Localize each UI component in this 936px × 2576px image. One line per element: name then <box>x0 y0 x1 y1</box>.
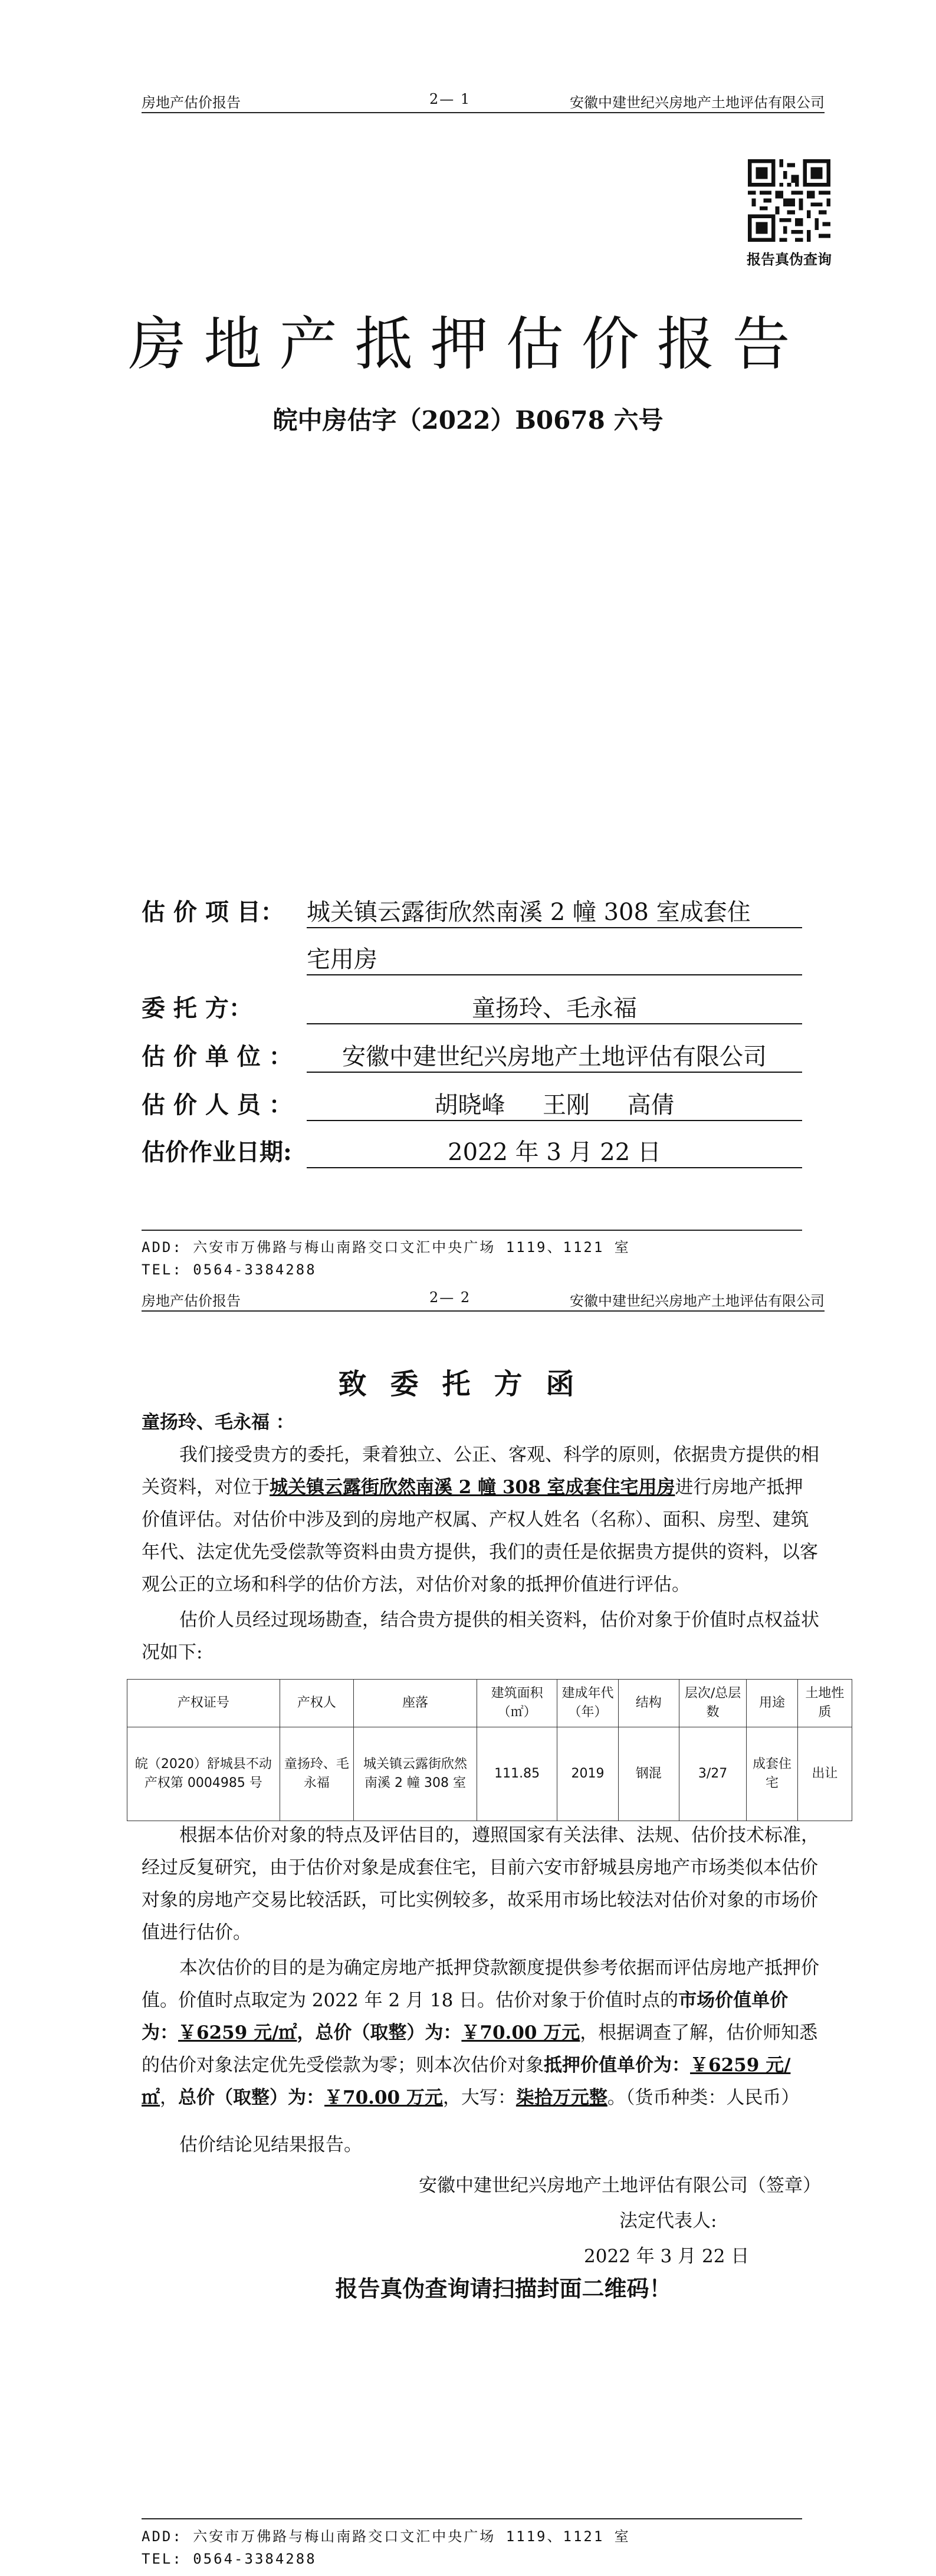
table-cell-year: 2019 <box>557 1727 618 1821</box>
letter-date: 2022 年 3 月 22 日 <box>584 2246 750 2267</box>
property-address: 城关镇云露街欣然南溪 2 幢 308 室成套住宅用房 <box>270 1477 675 1498</box>
header-page-number: 2— 2 <box>429 1289 471 1306</box>
field-label-date: 估价作业日期: <box>142 1138 292 1166</box>
field-label-appraisers: 估 价 人 员 ： <box>142 1091 293 1119</box>
amount-in-words: 柒拾万元整 <box>515 2087 607 2108</box>
field-label-project: 估 价 项 目： <box>142 898 284 926</box>
mortgage-unit-price: ￥6259 元/㎡ <box>142 2055 791 2108</box>
table-header-row <box>127 1680 852 1727</box>
table-header: 座落 <box>354 1680 477 1727</box>
header-left: 房地产估价报告 <box>142 1293 241 1309</box>
field-value-date: 2022 年 3 月 22 日 <box>307 1133 802 1168</box>
qr-label: 报告真伪查询 <box>747 251 832 268</box>
table-header: 建筑面积（㎡） <box>477 1680 557 1727</box>
footer-divider <box>142 1230 802 1231</box>
field-value-project: 城关镇云露街欣然南溪 2 幢 308 室成套住 <box>307 893 802 928</box>
cover-page <box>0 0 936 1286</box>
table-cell-use: 成套住宅 <box>747 1727 798 1821</box>
table-header: 土地性质 <box>797 1680 852 1727</box>
header-company: 安徽中建世纪兴房地产土地评估有限公司 <box>570 94 825 111</box>
table-header: 产权证号 <box>127 1680 280 1727</box>
para1-text-c: 进行房地产抵押价值评估。对估价中涉及到的房地产权属、产权人姓名（名称）、面积、房型、建筑年代、法定优先受偿款等资料由贵方提供，我们的责任是依据贵方提供的资料，以客观公正的立场和科学的估价方法，对估价对象的抵押价值进行评估。 <box>142 1477 818 1595</box>
field-value-appraisers: 胡晓峰 王刚 高倩 <box>307 1086 802 1121</box>
header-left: 房地产估价报告 <box>142 94 241 111</box>
field-label-appraiser-org: 估 价 单 位 ： <box>142 1043 293 1070</box>
table-cell-cert: 皖（2020）舒城县不动产权第 0004985 号 <box>127 1727 280 1821</box>
legal-rep: 法定代表人: <box>619 2210 717 2232</box>
market-total-label: ，总价（取整）为： <box>297 2022 462 2043</box>
table-header: 层次/总层数 <box>679 1680 746 1727</box>
property-info-table <box>127 1679 852 1821</box>
footer-address: ADD: 六安市万佛路与梅山南路交口文汇中央广场 1119、1121 室 <box>142 2528 630 2545</box>
letter-title: 致委托方函 <box>338 1368 598 1401</box>
field-value-project-cont: 宅用房 <box>307 941 802 975</box>
para4-text: 本次估价的目的是为确定房地产抵押贷款额度提供参考依据而评估房地产抵押价值。价值时点取定为 2022 年 2 月 18 日。估价对象于价值时点的 <box>142 1957 819 2011</box>
mortgage-total-price: ￥70.00 万元 <box>324 2087 443 2108</box>
table-header: 产权人 <box>280 1680 353 1727</box>
mortgage-total-label: 总价（取整）为： <box>178 2087 324 2108</box>
para4-text: ，根据调查了解，估价师知悉的估价对象法定优先受偿款为零；则本次估价对象 <box>142 2022 818 2076</box>
paragraph-1 <box>142 1439 820 1601</box>
paragraph-2: 估价人员经过现场勘查，结合贵方提供的相关资料，估价对象于价值时点权益状况如下: <box>142 1609 819 1663</box>
field-value-appraiser-org: 安徽中建世纪兴房地产土地评估有限公司 <box>307 1038 802 1073</box>
header-page-number: 2— 1 <box>429 91 471 107</box>
table-cell-floor: 3/27 <box>679 1727 746 1821</box>
verify-notice: 报告真伪查询请扫描封面二维码！ <box>335 2275 672 2302</box>
market-total-price: ￥70.00 万元 <box>461 2022 580 2043</box>
qr-code-icon[interactable] <box>748 159 830 242</box>
footer-tel: TEL: 0564-3384288 <box>142 2551 317 2567</box>
field-label-client: 委 托 方： <box>142 994 252 1022</box>
para1-text-a: 我们接受贵方的委托，秉着独立、公正、客观、科学的原则，依据贵方提供的相关资料，对位于 <box>142 1444 819 1498</box>
company-signature: 安徽中建世纪兴房地产土地评估有限公司（签章） <box>419 2175 821 2196</box>
para4-text: ，大写： <box>442 2087 516 2108</box>
table-cell-land: 出让 <box>797 1727 852 1821</box>
document-number: 皖中房估字（2022）B0678 六号 <box>272 406 664 435</box>
footer-address: ADD: 六安市万佛路与梅山南路交口文汇中央广场 1119、1121 室 <box>142 1239 630 1256</box>
table-header: 用途 <box>747 1680 798 1727</box>
field-value-client: 童扬玲、毛永福 <box>307 990 802 1024</box>
paragraph-4 <box>142 1952 820 2114</box>
table-cell-area: 111.85 <box>477 1727 557 1821</box>
page-header <box>142 88 825 113</box>
mortgage-unit-label: 抵押价值单价为： <box>544 2055 690 2076</box>
page-header <box>142 1287 825 1312</box>
footer-tel: TEL: 0564-3384288 <box>142 1261 317 1278</box>
table-row <box>127 1727 852 1821</box>
para4-text: 。（货币种类：人民币） <box>607 2087 800 2108</box>
table-cell-location: 城关镇云露街欣然南溪 2 幢 308 室 <box>354 1727 477 1821</box>
table-header: 建成年代（年） <box>557 1680 618 1727</box>
table-header: 结构 <box>618 1680 679 1727</box>
table-cell-owner: 童扬玲、毛永福 <box>280 1727 353 1821</box>
paragraph-5: 估价结论见结果报告。 <box>179 2134 362 2156</box>
table-cell-structure: 钢混 <box>618 1727 679 1821</box>
footer-divider <box>142 2518 802 2519</box>
header-company: 安徽中建世纪兴房地产土地评估有限公司 <box>570 1293 825 1309</box>
para4-text: ， <box>160 2087 178 2108</box>
salutation: 童扬玲、毛永福 ： <box>142 1412 294 1433</box>
paragraph-3: 根据本估价对象的特点及评估目的，遵照国家有关法律、法规、估价技术标准，经过反复研究，由于估价对象是成套住宅，目前六安市舒城县房地产市场类似本估价对象的房地产交易比较活跃，可比实例较多，故采用市场比较法对估价对象的市场价值进行估价。 <box>142 1825 819 1943</box>
market-unit-price: ￥6259 元/㎡ <box>178 2022 297 2043</box>
market-unit-label: 市场价值单价为： <box>142 1990 789 2043</box>
report-title: 房地产抵押估价报告 <box>128 311 808 378</box>
